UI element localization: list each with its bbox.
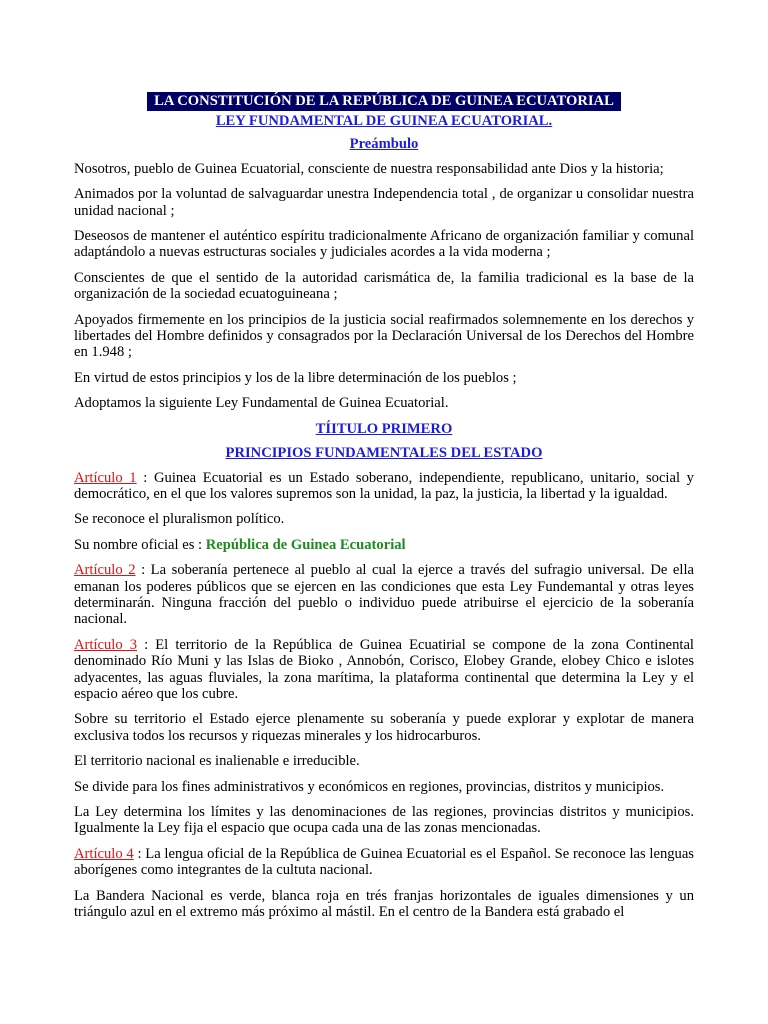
article-3 (74, 637, 694, 703)
title-one-heading: TÍITULO PRIMERO (315, 420, 453, 437)
preamble-paragraph: Nosotros, pueblo de Guinea Ecuatorial, consciente de nuestra responsabilidad ante Dios y la historia; (74, 160, 664, 177)
official-name: República de Guinea Ecuatorial (205, 536, 406, 553)
preamble-paragraph: En virtud de estos principios y los de la libre determinación de los pueblos ; (74, 369, 517, 386)
preamble-paragraph: Deseosos de mantener el auténtico espíritu tradicionalmente Africano de organización familiar y comunal adaptándolo a nuevas estructuras sociales y judiciales acordes a la vida moderna ; (74, 228, 694, 261)
article-1-official-name (74, 537, 694, 553)
article-2-text: : La soberanía pertenece al pueblo al cual la ejerce a través del sufragio universal. De ella emanan los poderes públicos que se ejercen en las condiciones que esta Ley Fundemantal y otras leyes determinarán. Ninguna fracción del pueblo o individuo puede atribuirse el ejercicio de la soberanía nacional. (74, 562, 694, 628)
article-1-label: Artículo 1 (74, 469, 137, 486)
preamble-heading: Preámbulo (349, 136, 419, 153)
constitution-title: LA CONSTITUCIÓN DE LA REPÚBLICA DE GUINEA ECUATORIAL (147, 92, 621, 111)
article-4 (74, 846, 694, 879)
document-body (74, 89, 694, 929)
article-3-paragraph: La Ley determina los límites y las denominaciones de las regiones, provincias distritos y municipios. Igualmente la Ley fija el espacio que ocupa cada una de las zonas mencionadas. (74, 804, 694, 837)
article-3-paragraph: El territorio nacional es inalienable e irreducible. (74, 753, 360, 770)
article-2 (74, 562, 694, 628)
article-3-label: Artículo 3 (74, 636, 138, 653)
constitution-title-line (74, 92, 694, 111)
article-1-text: : Guinea Ecuatorial es un Estado soberano, independiente, republicano, unitario, social y democrático, en el que los valores supremos son la unidad, la paz, la justicia, la libertad y la igualdad. (74, 469, 694, 502)
title-one-subtitle: PRINCIPIOS FUNDAMENTALES DEL ESTADO (225, 445, 543, 462)
article-1-pluralism: Se reconoce el pluralismon político. (74, 511, 285, 528)
preamble-paragraph: Apoyados firmemente en los principios de la justicia social reafirmados solemnemente en los derechos y libertades del Hombre definidos y consagrados por la Declaración Universal de los Derechos del Hombre en 1.948 ; (74, 311, 694, 361)
official-name-prefix: Su nombre oficial es : (74, 536, 206, 553)
article-4-flag: La Bandera Nacional es verde, blanca roja en trés franjas horizontales de iguales dimensiones y un triángulo azul en el extremo más próximo al mástil. En el centro de la Bandera está grabado el (74, 887, 694, 921)
article-4-label: Artículo 4 (74, 845, 134, 862)
preamble-paragraph: Conscientes de que el sentido de la autoridad carismática de, la familia tradicional es la base de la organización de la sociedad ecuatoguineana ; (74, 269, 694, 303)
fundamental-law-subtitle: LEY FUNDAMENTAL DE GUINEA ECUATORIAL. (215, 113, 553, 129)
article-2-label: Artículo 2 (74, 562, 136, 579)
preamble-paragraph: Animados por la voluntad de salvaguardar unestra Independencia total , de organizar u consolidar nuestra unidad nacional ; (74, 186, 694, 219)
article-1 (74, 470, 694, 503)
article-3-paragraph: Se divide para los fines administrativos y económicos en regiones, provincias, distritos y municipios. (74, 778, 665, 795)
preamble-paragraph: Adoptamos la siguiente Ley Fundamental de Guinea Ecuatorial. (74, 395, 449, 412)
article-3-text: : El territorio de la República de Guinea Ecuatirial se compone de la zona Continental denominado Río Muni y las Islas de Bioko , Annobón, Corisco, Elobey Grande, elobey Chico e islotes adyacentes, las aguas fluviales, la zona marítima, la plataforma continental que determina la Ley y el espacio aéreo que los cubre. (74, 636, 694, 702)
article-4-text: : La lengua oficial de la República de Guinea Ecuatorial es el Español. Se reconoce las lenguas aborígenes como integrantes de la cultuta nacional. (74, 845, 694, 879)
article-3-paragraph: Sobre su territorio el Estado ejerce plenamente su soberanía y puede explorar y explotar de manera exclusiva todos los recursos y riquezas minerales y los hidrocarburos. (74, 711, 694, 744)
